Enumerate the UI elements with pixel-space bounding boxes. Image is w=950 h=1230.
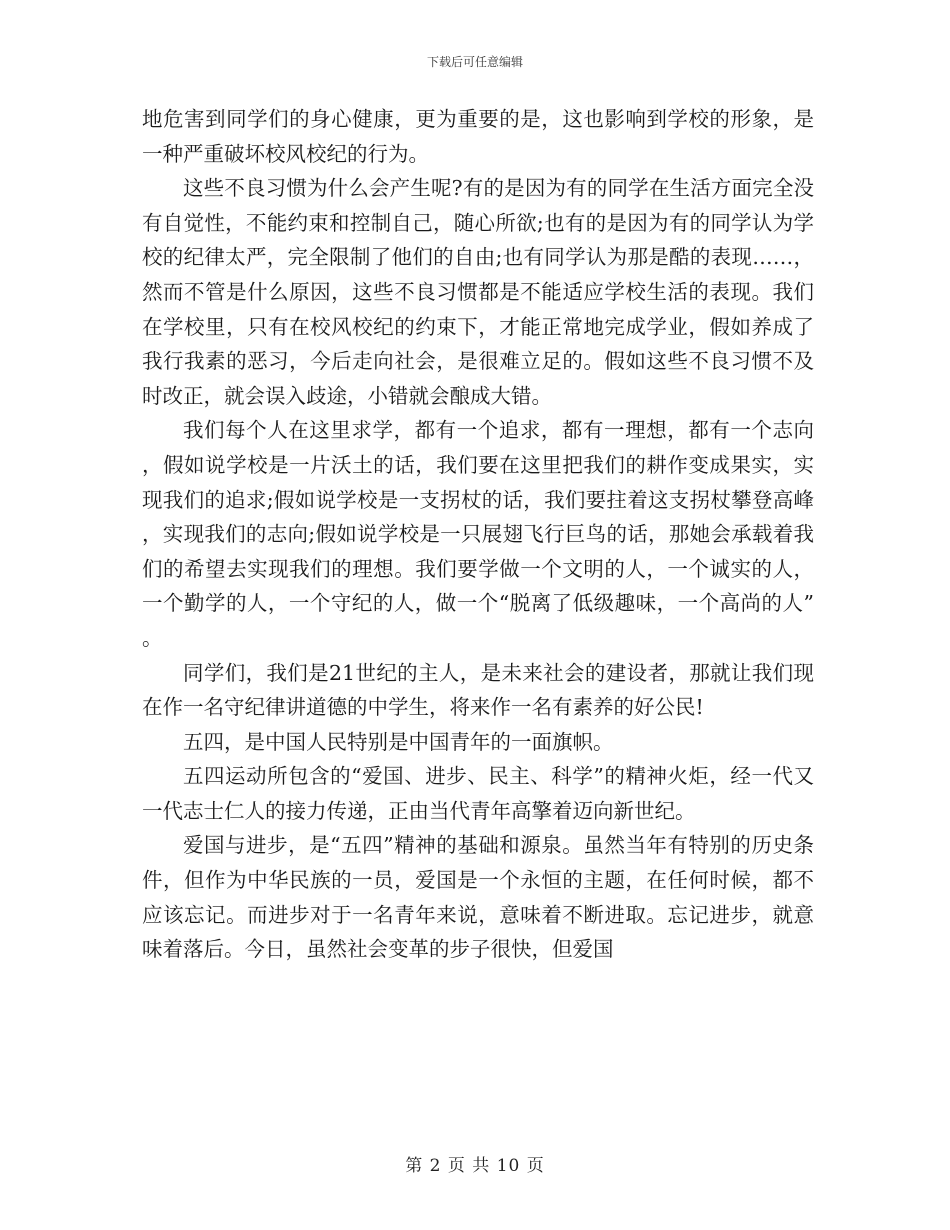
paragraph-may-fourth-spirit: 五四运动所包含的“爱国、进步、民主、科学”的精神火炬，经一代又一代志士仁人的接力传递，正由当代青年高擎着迈向新世纪。 [142, 764, 814, 823]
page-header: 下载后可任意编辑 [426, 55, 523, 69]
footer-suffix: 页 [526, 1156, 545, 1176]
paragraph-patriotism-progress: 爱国与进步，是“五四”精神的基础和源泉。虽然当年有特别的历史条件，但作为中华民族的一员，爱国是一个永恒的主题，在任何时候，都不应该忘记。而进步对于一名青年来说，意味着不断进取。忘记进步，就意味着落后。今日，虽然社会变革的步子很快，但爱国 [142, 833, 814, 962]
paragraph-may-fourth-flag: 五四，是中国人民特别是中国青年的一面旗帜。 [183, 729, 614, 754]
footer-prefix: 第 [405, 1156, 424, 1176]
document-body [142, 102, 814, 967]
total-pages-number: 10 [496, 1156, 521, 1176]
paragraph-bad-habits-causes: 这些不良习惯为什么会产生呢?有的是因为有的同学在生活方面完全没有自觉性，不能约束和控制自己，随心所欲;也有的是因为有的同学认为学校的纪律太严，完全限制了他们的自由;也有同学认为那是酷的表现……，然而不管是什么原因，这些不良习惯都是不能适应学校生活的表现。我们在学校里，只有在校风校纪的约束下，才能正常地完成学业，假如养成了我行我素的恶习，今后走向社会，是很难立足的。假如这些不良习惯不及时改正，就会误入歧途，小错就会酿成大错。 [142, 176, 814, 408]
paragraph-continued: 地危害到同学们的身心健康，更为重要的是，这也影响到学校的形象，是一种严重破坏校风校纪的行为。 [142, 107, 814, 166]
paragraph-21st-century: 同学们，我们是21世纪的主人，是未来社会的建设者，那就让我们现在作一名守纪律讲道德的中学生，将来作一名有素养的好公民! [142, 660, 814, 720]
page-footer [0, 1156, 950, 1176]
paragraph-pursuit-and-ideals: 我们每个人在这里求学，都有一个追求，都有一理想，都有一个志向，假如说学校是一片沃土的话，我们要在这里把我们的耕作变成果实，实现我们的追求;假如说学校是一支拐杖的话，我们要拄着这支拐杖攀登高峰，实现我们的志向;假如说学校是一只展翅飞行巨鸟的话，那她会承载着我们的希望去实现我们的理想。我们要学做一个文明的人，一个诚实的人，一个勤学的人，一个守纪的人，做一个“脱离了低级趣味，一个高尚的人”。 [142, 418, 814, 650]
footer-middle: 页 共 [447, 1156, 491, 1176]
current-page-number: 2 [429, 1156, 442, 1176]
